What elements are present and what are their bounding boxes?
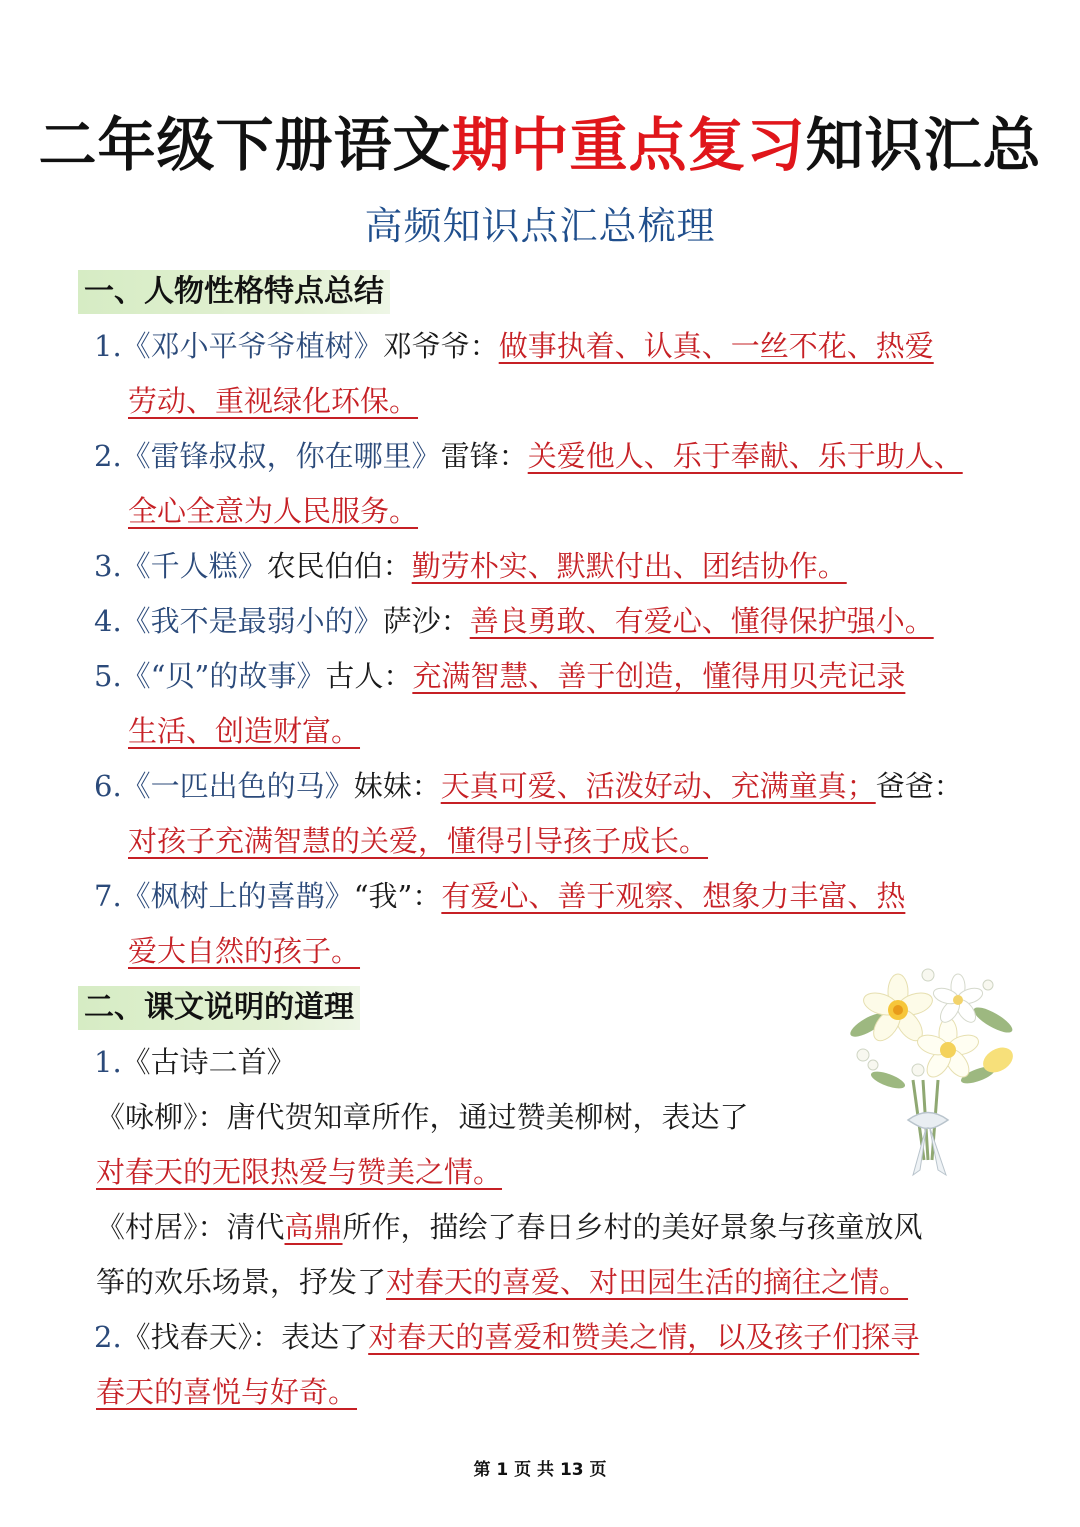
s1-item5-line2: 生活、创造财富。 xyxy=(128,714,361,748)
flower-bouquet-icon xyxy=(828,930,1028,1190)
page-title xyxy=(0,98,1080,182)
s2-poem2-line2: 筝的欢乐场景，抒发了对春天的喜爱、对田园生活的摘往之情。 xyxy=(96,1265,909,1299)
s1-item1-line1: 1.《邓小平爷爷植树》邓爷爷：做事执着、认真、一丝不花、热爱 xyxy=(94,329,934,363)
s1-item6-line1: 6.《一匹出色的马》妹妹：天真可爱、活泼好动、充满童真；爸爸： xyxy=(94,769,963,803)
s2-poem2-intro: 《村居》：清代高鼎所作，描绘了春日乡村的美好景象与孩童放风 xyxy=(96,1210,923,1244)
section1-heading: 一、人物性格特点总结 xyxy=(78,270,390,314)
s2-item2-line1: 2.《找春天》：表达了对春天的喜爱和赞美之情，以及孩子们探寻 xyxy=(94,1320,920,1354)
s2-poem1-meaning: 对春天的无限热爱与赞美之情。 xyxy=(96,1155,503,1189)
s1-item2-line1: 2.《雷锋叔叔，你在哪里》雷锋：关爱他人、乐于奉献、乐于助人、 xyxy=(94,439,963,473)
s2-item1-title: 1.《古诗二首》 xyxy=(94,1045,296,1079)
title-part2: 知识汇总 xyxy=(805,111,1042,179)
page-subtitle: 高频知识点汇总梳理 xyxy=(364,204,716,248)
s1-item4-line1: 4.《我不是最弱小的》萨沙：善良勇敢、有爱心、懂得保护强小。 xyxy=(94,604,934,638)
title-part1: 二年级下册语文 xyxy=(38,111,452,179)
s1-item6-line2: 对孩子充满智慧的关爱，懂得引导孩子成长。 xyxy=(128,824,709,858)
s1-item1-line2: 劳动、重视绿化环保。 xyxy=(128,384,419,418)
s1-item3-line1: 3.《千人糕》农民伯伯：勤劳朴实、默默付出、团结协作。 xyxy=(94,549,847,583)
section2-heading: 二、课文说明的道理 xyxy=(78,986,360,1030)
page-footer: 第 1 页 共 13 页 xyxy=(473,1460,607,1480)
s1-item7-line2: 爱大自然的孩子。 xyxy=(128,934,361,968)
s1-item5-line1: 5.《“贝”的故事》古人：充满智慧、善于创造，懂得用贝壳记录 xyxy=(94,659,906,693)
s1-item7-line1: 7.《枫树上的喜鹊》“我”：有爱心、善于观察、想象力丰富、热 xyxy=(94,879,906,913)
s2-poem1-intro: 《咏柳》：唐代贺知章所作，通过赞美柳树，表达了 xyxy=(96,1100,749,1134)
s2-item2-line2: 春天的喜悦与好奇。 xyxy=(96,1375,358,1409)
title-highlight: 期中重点复习 xyxy=(451,111,806,179)
s1-item2-line2: 全心全意为人民服务。 xyxy=(128,494,419,528)
